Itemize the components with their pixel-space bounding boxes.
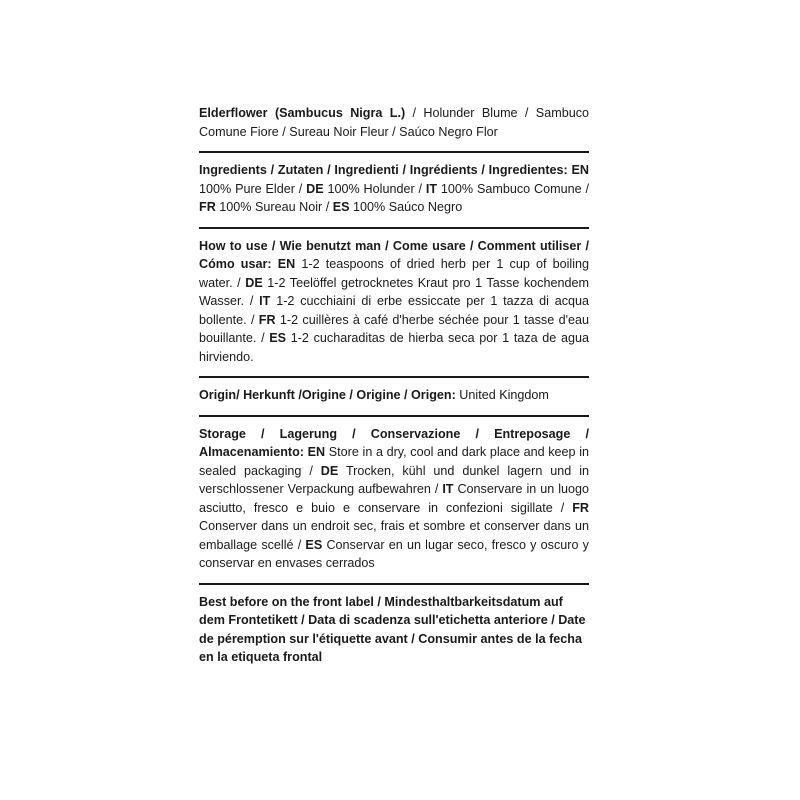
- product-label: [199, 104, 589, 667]
- lang-code: ES: [269, 331, 287, 345]
- best-before-section: [199, 593, 589, 667]
- lang-code: FR: [199, 200, 216, 214]
- ingredients-text: 100% Pure Elder /: [199, 181, 307, 196]
- storage-section: [199, 425, 589, 573]
- lang-code: FR: [572, 500, 589, 515]
- how-to-use-text: 1-2 Teelöffel getrocknetes Kraut pro 1 Tasse kochendem Wasser. /: [199, 275, 589, 308]
- how-to-use-text: 1-2 teaspoons of dried herb per 1 cup of boiling water. /: [199, 257, 589, 290]
- section-divider: [199, 151, 589, 153]
- how-to-use-text: 1-2 cucharaditas de hierba seca por 1 taza de agua hirviendo.: [199, 331, 589, 364]
- storage-heading: Storage / Lagerung / Conservazione / Entreposage / Almacenamiento:: [199, 426, 589, 459]
- section-divider: [199, 376, 589, 378]
- product-name-section: [199, 104, 589, 141]
- best-before-text: Best before on the front label / Mindesthaltbarkeitsdatum auf dem Frontetikett / Data di scadenza sull'etichetta anteriore / Date de péremption sur l'étiquette avant / Consumir antes de la fecha en la etiqueta frontal: [199, 594, 586, 664]
- storage-text: Store in a dry, cool and dark place and keep in sealed packaging /: [199, 445, 589, 478]
- product-name-bold: Elderflower (Sambucus Nigra L.): [199, 106, 406, 120]
- lang-code: EN: [571, 163, 589, 177]
- origin-value: United Kingdom: [455, 388, 549, 402]
- lang-code: DE: [245, 275, 263, 290]
- lang-code: IT: [442, 482, 454, 496]
- how-to-use-heading: How to use / Wie benutzt man / Come usare / Comment utiliser / Cómo usar:: [199, 238, 589, 271]
- product-name-translations: / Holunder Blume / Sambuco Comune Fiore / Sureau Noir Fleur / Saúco Negro Flor: [199, 106, 590, 139]
- ingredients-text: 100% Sureau Noir /: [215, 200, 333, 214]
- how-to-use-text: 1-2 cucchiaini di erbe essiccate per 1 tazza di acqua bollente. /: [199, 294, 590, 327]
- storage-text: Trocken, kühl und dunkel lagern und in verschlossener Verpackung aufbewahren /: [199, 463, 589, 496]
- origin-heading: Origin/ Herkunft /Origine / Origine / Origen:: [199, 388, 456, 402]
- lang-code: FR: [258, 312, 276, 327]
- storage-text: Conservar en un lugar seco, fresco y oscuro y conservar en envases cerrados: [199, 537, 589, 570]
- lang-code: DE: [306, 181, 324, 196]
- ingredients-text: 100% Saúco Negro: [349, 200, 463, 214]
- ingredients-text: 100% Holunder /: [323, 181, 426, 196]
- lang-code: ES: [332, 200, 350, 214]
- origin-section: [199, 386, 589, 405]
- how-to-use-section: [199, 237, 589, 367]
- ingredients-section: [199, 161, 589, 217]
- lang-code: DE: [320, 463, 339, 478]
- lang-code: EN: [307, 445, 326, 459]
- storage-text: Conserver dans un endroit sec, frais et sombre et conserver dans un emballage scellé /: [199, 519, 589, 552]
- lang-code: EN: [277, 257, 296, 271]
- section-divider: [199, 415, 589, 417]
- lang-code: IT: [425, 181, 438, 196]
- ingredients-text: 100% Sambuco Comune /: [437, 181, 589, 196]
- lang-code: ES: [305, 537, 323, 552]
- storage-text: Conservare in un luogo asciutto, fresco e buio e conservare in confezioni sigillate /: [199, 482, 590, 515]
- section-divider: [199, 583, 589, 585]
- section-divider: [199, 227, 589, 229]
- lang-code: IT: [259, 294, 271, 308]
- how-to-use-text: 1-2 cuillères à café d'herbe séchée pour 1 tasse d'eau bouillante. /: [199, 312, 589, 345]
- ingredients-heading: Ingredients / Zutaten / Ingredienti / Ingrédients / Ingredientes:: [199, 163, 568, 177]
